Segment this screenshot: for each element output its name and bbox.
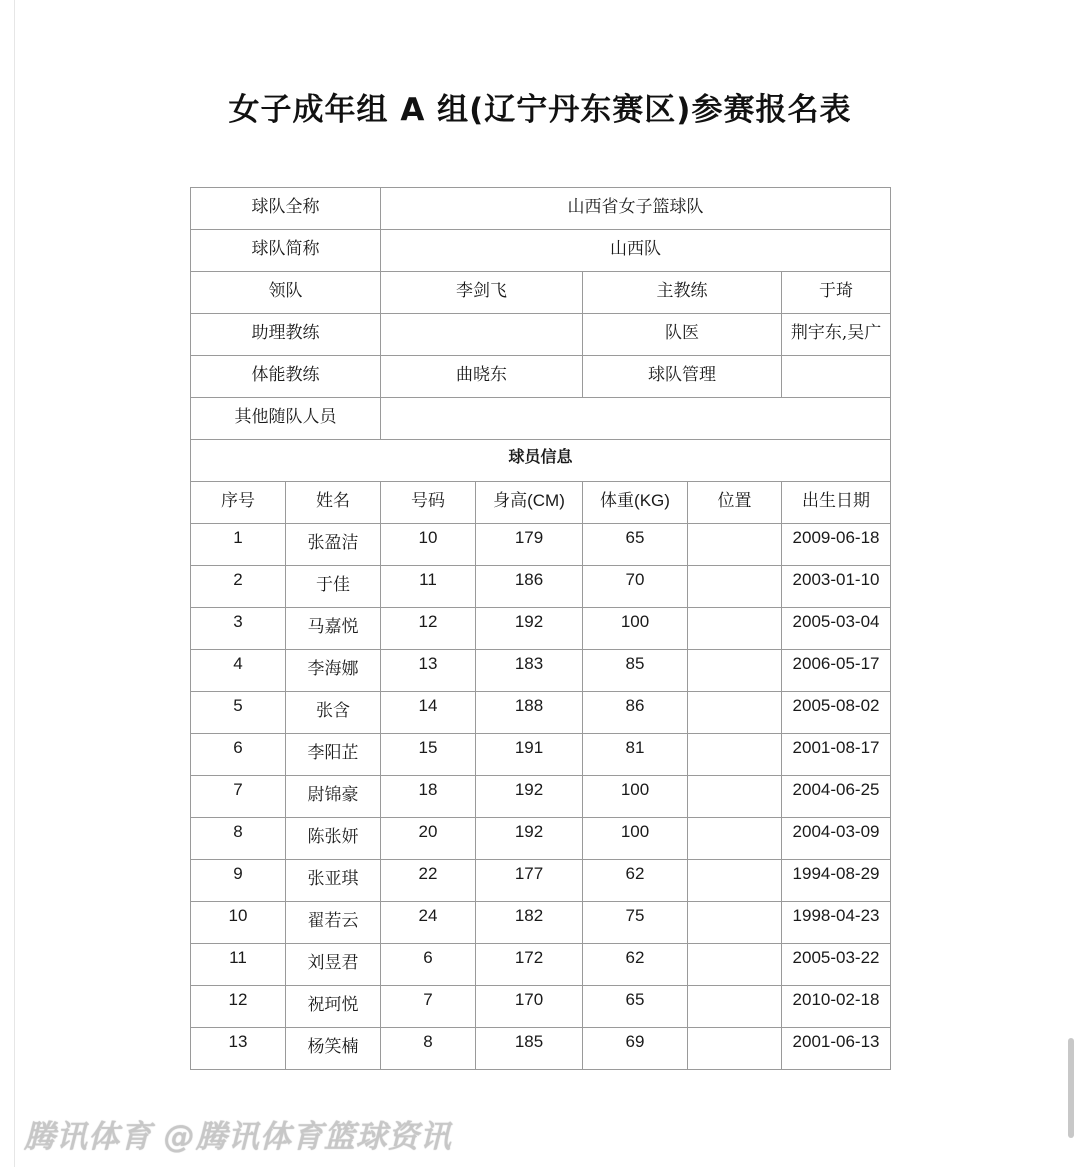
player-name: 张含 (286, 692, 381, 734)
team-short-name-label: 球队简称 (191, 230, 381, 272)
player-birth-date: 2005-08-02 (782, 692, 891, 734)
team-full-name-label: 球队全称 (191, 188, 381, 230)
player-weight: 100 (583, 776, 688, 818)
player-height: 192 (476, 776, 583, 818)
head-coach-value: 于琦 (782, 272, 891, 314)
player-height: 192 (476, 608, 583, 650)
assistant-coach-value (381, 314, 583, 356)
table-row (191, 524, 891, 566)
player-birth-date: 2004-03-09 (782, 818, 891, 860)
player-weight: 100 (583, 818, 688, 860)
player-name: 翟若云 (286, 902, 381, 944)
col-header-birth: 出生日期 (782, 482, 891, 524)
player-name: 祝珂悦 (286, 986, 381, 1028)
player-position (688, 734, 782, 776)
player-weight: 69 (583, 1028, 688, 1070)
others-row (191, 398, 891, 440)
player-name: 杨笑楠 (286, 1028, 381, 1070)
player-position (688, 986, 782, 1028)
players-section-row (191, 440, 891, 482)
player-index: 6 (191, 734, 286, 776)
col-header-index: 序号 (191, 482, 286, 524)
others-label: 其他随队人员 (191, 398, 381, 440)
player-jersey-number: 22 (381, 860, 476, 902)
player-index: 4 (191, 650, 286, 692)
player-birth-date: 2009-06-18 (782, 524, 891, 566)
watermark-text: 腾讯体育 @腾讯体育篮球资讯 (24, 1119, 452, 1155)
player-height: 179 (476, 524, 583, 566)
assistant-coach-label: 助理教练 (191, 314, 381, 356)
players-section-label: 球员信息 (191, 440, 891, 482)
player-weight: 81 (583, 734, 688, 776)
player-index: 10 (191, 902, 286, 944)
player-weight: 62 (583, 860, 688, 902)
player-height: 192 (476, 818, 583, 860)
player-birth-date: 2001-08-17 (782, 734, 891, 776)
player-birth-date: 2005-03-22 (782, 944, 891, 986)
player-position (688, 566, 782, 608)
player-jersey-number: 10 (381, 524, 476, 566)
player-height: 182 (476, 902, 583, 944)
player-position (688, 860, 782, 902)
player-height: 177 (476, 860, 583, 902)
player-name: 陈张妍 (286, 818, 381, 860)
player-jersey-number: 14 (381, 692, 476, 734)
team-full-name-row (191, 188, 891, 230)
player-name: 刘昱君 (286, 944, 381, 986)
table-row (191, 776, 891, 818)
player-jersey-number: 13 (381, 650, 476, 692)
player-birth-date: 2003-01-10 (782, 566, 891, 608)
manager-label: 球队管理 (583, 356, 782, 398)
player-height: 186 (476, 566, 583, 608)
player-name: 尉锦豪 (286, 776, 381, 818)
player-index: 1 (191, 524, 286, 566)
player-jersey-number: 12 (381, 608, 476, 650)
player-position (688, 608, 782, 650)
player-height: 185 (476, 1028, 583, 1070)
others-value (381, 398, 891, 440)
registration-form-table (190, 187, 891, 1070)
player-name: 马嘉悦 (286, 608, 381, 650)
player-name: 于佳 (286, 566, 381, 608)
player-weight: 100 (583, 608, 688, 650)
player-weight: 70 (583, 566, 688, 608)
player-position (688, 650, 782, 692)
table-row (191, 734, 891, 776)
player-position (688, 692, 782, 734)
player-index: 5 (191, 692, 286, 734)
player-weight: 86 (583, 692, 688, 734)
team-short-name-row (191, 230, 891, 272)
fitness-row (191, 356, 891, 398)
doctor-label: 队医 (583, 314, 782, 356)
player-height: 170 (476, 986, 583, 1028)
player-position (688, 1028, 782, 1070)
player-birth-date: 1998-04-23 (782, 902, 891, 944)
fitness-coach-label: 体能教练 (191, 356, 381, 398)
table-row (191, 902, 891, 944)
page-edge (14, 0, 15, 1167)
player-index: 3 (191, 608, 286, 650)
player-index: 2 (191, 566, 286, 608)
player-position (688, 902, 782, 944)
player-jersey-number: 24 (381, 902, 476, 944)
player-jersey-number: 11 (381, 566, 476, 608)
player-index: 8 (191, 818, 286, 860)
col-header-weight: 体重(KG) (583, 482, 688, 524)
player-jersey-number: 15 (381, 734, 476, 776)
player-name: 李阳芷 (286, 734, 381, 776)
player-jersey-number: 20 (381, 818, 476, 860)
player-jersey-number: 6 (381, 944, 476, 986)
player-index: 13 (191, 1028, 286, 1070)
player-index: 12 (191, 986, 286, 1028)
player-weight: 65 (583, 986, 688, 1028)
col-header-position: 位置 (688, 482, 782, 524)
player-index: 9 (191, 860, 286, 902)
col-header-height: 身高(CM) (476, 482, 583, 524)
leader-row (191, 272, 891, 314)
player-height: 188 (476, 692, 583, 734)
table-row (191, 608, 891, 650)
col-header-name: 姓名 (286, 482, 381, 524)
player-position (688, 776, 782, 818)
col-header-number: 号码 (381, 482, 476, 524)
assistant-row (191, 314, 891, 356)
player-name: 李海娜 (286, 650, 381, 692)
player-weight: 65 (583, 524, 688, 566)
player-birth-date: 1994-08-29 (782, 860, 891, 902)
player-height: 172 (476, 944, 583, 986)
player-position (688, 944, 782, 986)
table-row (191, 986, 891, 1028)
team-short-name-value: 山西队 (381, 230, 891, 272)
player-index: 7 (191, 776, 286, 818)
player-jersey-number: 7 (381, 986, 476, 1028)
player-name: 张亚琪 (286, 860, 381, 902)
fitness-coach-value: 曲晓东 (381, 356, 583, 398)
doctor-value: 荆宇东,吴广 (782, 314, 891, 356)
page-title: 女子成年组 A 组(辽宁丹东赛区)参赛报名表 (228, 92, 852, 128)
player-position (688, 524, 782, 566)
player-weight: 62 (583, 944, 688, 986)
player-birth-date: 2001-06-13 (782, 1028, 891, 1070)
team-full-name-value: 山西省女子篮球队 (381, 188, 891, 230)
player-index: 11 (191, 944, 286, 986)
player-height: 191 (476, 734, 583, 776)
player-height: 183 (476, 650, 583, 692)
player-birth-date: 2010-02-18 (782, 986, 891, 1028)
table-row (191, 818, 891, 860)
player-weight: 85 (583, 650, 688, 692)
scrollbar-thumb[interactable] (1068, 1038, 1074, 1138)
player-name: 张盈洁 (286, 524, 381, 566)
player-birth-date: 2004-06-25 (782, 776, 891, 818)
table-row (191, 1028, 891, 1070)
player-weight: 75 (583, 902, 688, 944)
manager-value (782, 356, 891, 398)
table-row (191, 692, 891, 734)
head-coach-label: 主教练 (583, 272, 782, 314)
leader-label: 领队 (191, 272, 381, 314)
leader-value: 李剑飞 (381, 272, 583, 314)
table-row (191, 566, 891, 608)
player-jersey-number: 8 (381, 1028, 476, 1070)
table-row (191, 860, 891, 902)
players-header-row (191, 482, 891, 524)
player-position (688, 818, 782, 860)
player-jersey-number: 18 (381, 776, 476, 818)
player-birth-date: 2005-03-04 (782, 608, 891, 650)
table-row (191, 944, 891, 986)
table-row (191, 650, 891, 692)
player-birth-date: 2006-05-17 (782, 650, 891, 692)
